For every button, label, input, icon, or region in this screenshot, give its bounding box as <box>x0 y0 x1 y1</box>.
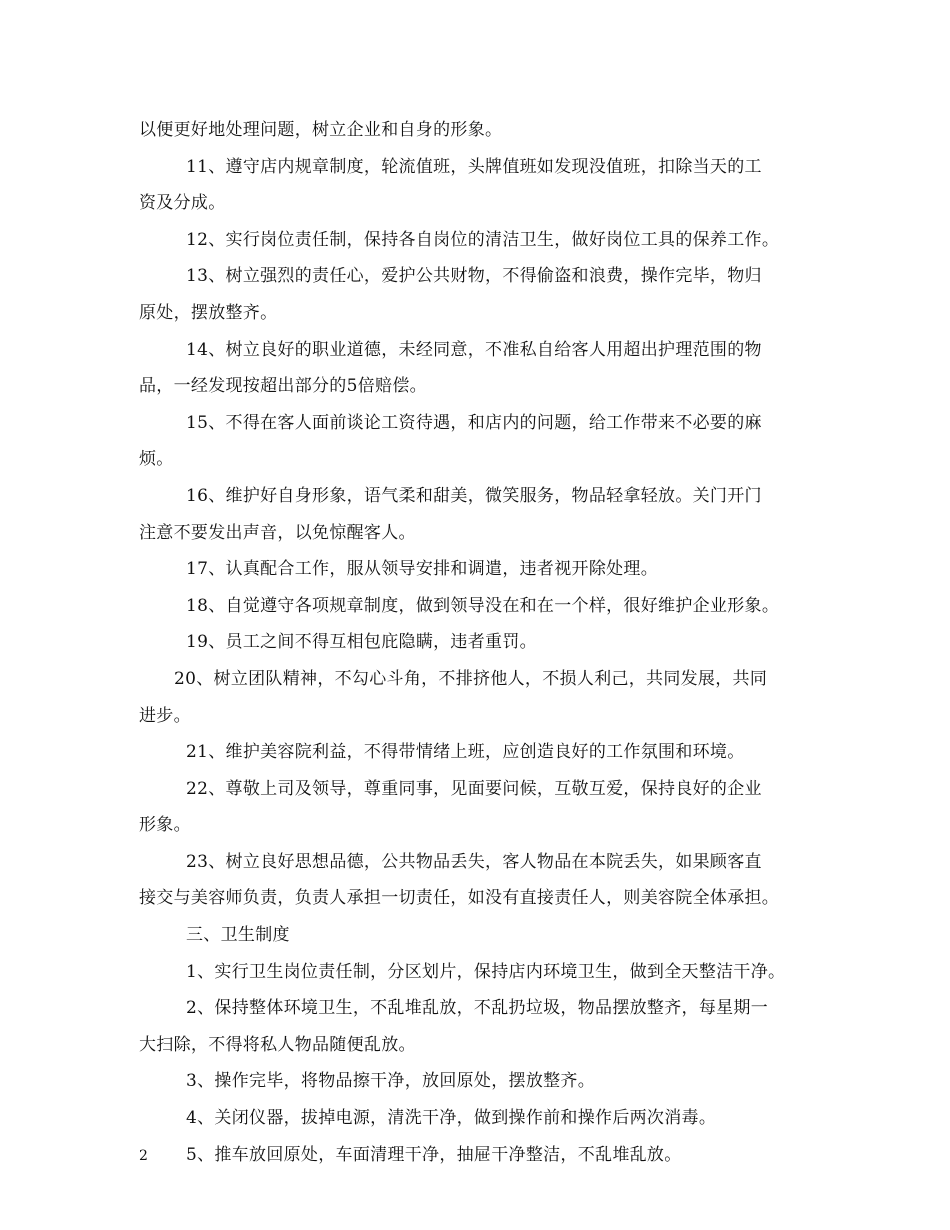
text-line-14: 18、自觉遵守各项规章制度，做到领导没在和在一个样，很好维护企业形象。 <box>186 595 780 616</box>
text-line-25: 2、保持整体环境卫生，不乱堆乱放，不乱扔垃圾，物品摆放整齐，每星期一 <box>186 998 769 1019</box>
text-line-21: 23、树立良好思想品德，公共物品丢失，客人物品在本院丢失，如果顾客直 <box>186 851 762 872</box>
text-line-29: 5、推车放回原处，车面清理干净，抽屉干净整洁，不乱堆乱放。 <box>186 1144 682 1165</box>
section-heading-hygiene: 三、卫生制度 <box>186 925 290 946</box>
text-line-1: 以便更好地处理问题，树立企业和自身的形象。 <box>139 120 503 140</box>
page-number: 2 <box>139 1148 148 1164</box>
text-line-26: 大扫除，不得将私人物品随便乱放。 <box>139 1034 416 1055</box>
text-line-18: 21、维护美容院利益，不得带情绪上班，应创造良好的工作氛围和环境。 <box>186 742 745 763</box>
text-line-10: 烦。 <box>139 449 174 470</box>
text-line-4: 12、实行岗位责任制，保持各自岗位的清洁卫生，做好岗位工具的保养工作。 <box>186 229 780 250</box>
text-line-27: 3、操作完毕，将物品擦干净，放回原处，摆放整齐。 <box>186 1071 596 1092</box>
text-line-8: 品，一经发现按超出部分的5倍赔偿。 <box>139 376 427 397</box>
text-line-2: 11、遵守店内规章制度，轮流值班，头牌值班如发现没值班，扣除当天的工 <box>186 156 762 177</box>
text-line-13: 17、认真配合工作，服从领导安排和调遣，违者视开除处理。 <box>186 559 659 580</box>
text-line-17: 进步。 <box>139 705 191 726</box>
text-line-9: 15、不得在客人面前谈论工资待遇，和店内的问题，给工作带来不必要的麻 <box>186 412 762 433</box>
text-line-19: 22、尊敬上司及领导，尊重同事，见面要问候，互敬互爱，保持良好的企业 <box>186 778 762 799</box>
text-line-11: 16、维护好自身形象，语气柔和甜美，微笑服务，物品轻拿轻放。关门开门 <box>186 485 762 506</box>
text-line-7: 14、树立良好的职业道德，未经同意，不准私自给客人用超出护理范围的物 <box>186 339 762 360</box>
document-body <box>139 112 815 1173</box>
text-line-5: 13、树立强烈的责任心，爱护公共财物，不得偷盗和浪费，操作完毕，物归 <box>186 266 762 287</box>
text-line-28: 4、关闭仪器，拔掉电源，清洗干净，做到操作前和操作后两次消毒。 <box>186 1108 717 1129</box>
text-line-24: 1、实行卫生岗位责任制，分区划片，保持店内环境卫生，做到全天整洁干净。 <box>186 961 786 982</box>
text-line-20: 形象。 <box>139 815 191 836</box>
text-line-12: 注意不要发出声音，以免惊醒客人。 <box>139 522 416 543</box>
text-line-6: 原处，摆放整齐。 <box>139 302 278 323</box>
text-line-15: 19、员工之间不得互相包庇隐瞒，违者重罚。 <box>186 632 537 653</box>
text-line-16: 20、树立团队精神，不勾心斗角，不排挤他人，不损人利己，共同发展，共同 <box>174 668 768 689</box>
text-line-22: 接交与美容师负责，负责人承担一切责任，如没有直接责任人，则美容院全体承担。 <box>139 888 780 909</box>
text-line-3: 资及分成。 <box>139 193 226 214</box>
